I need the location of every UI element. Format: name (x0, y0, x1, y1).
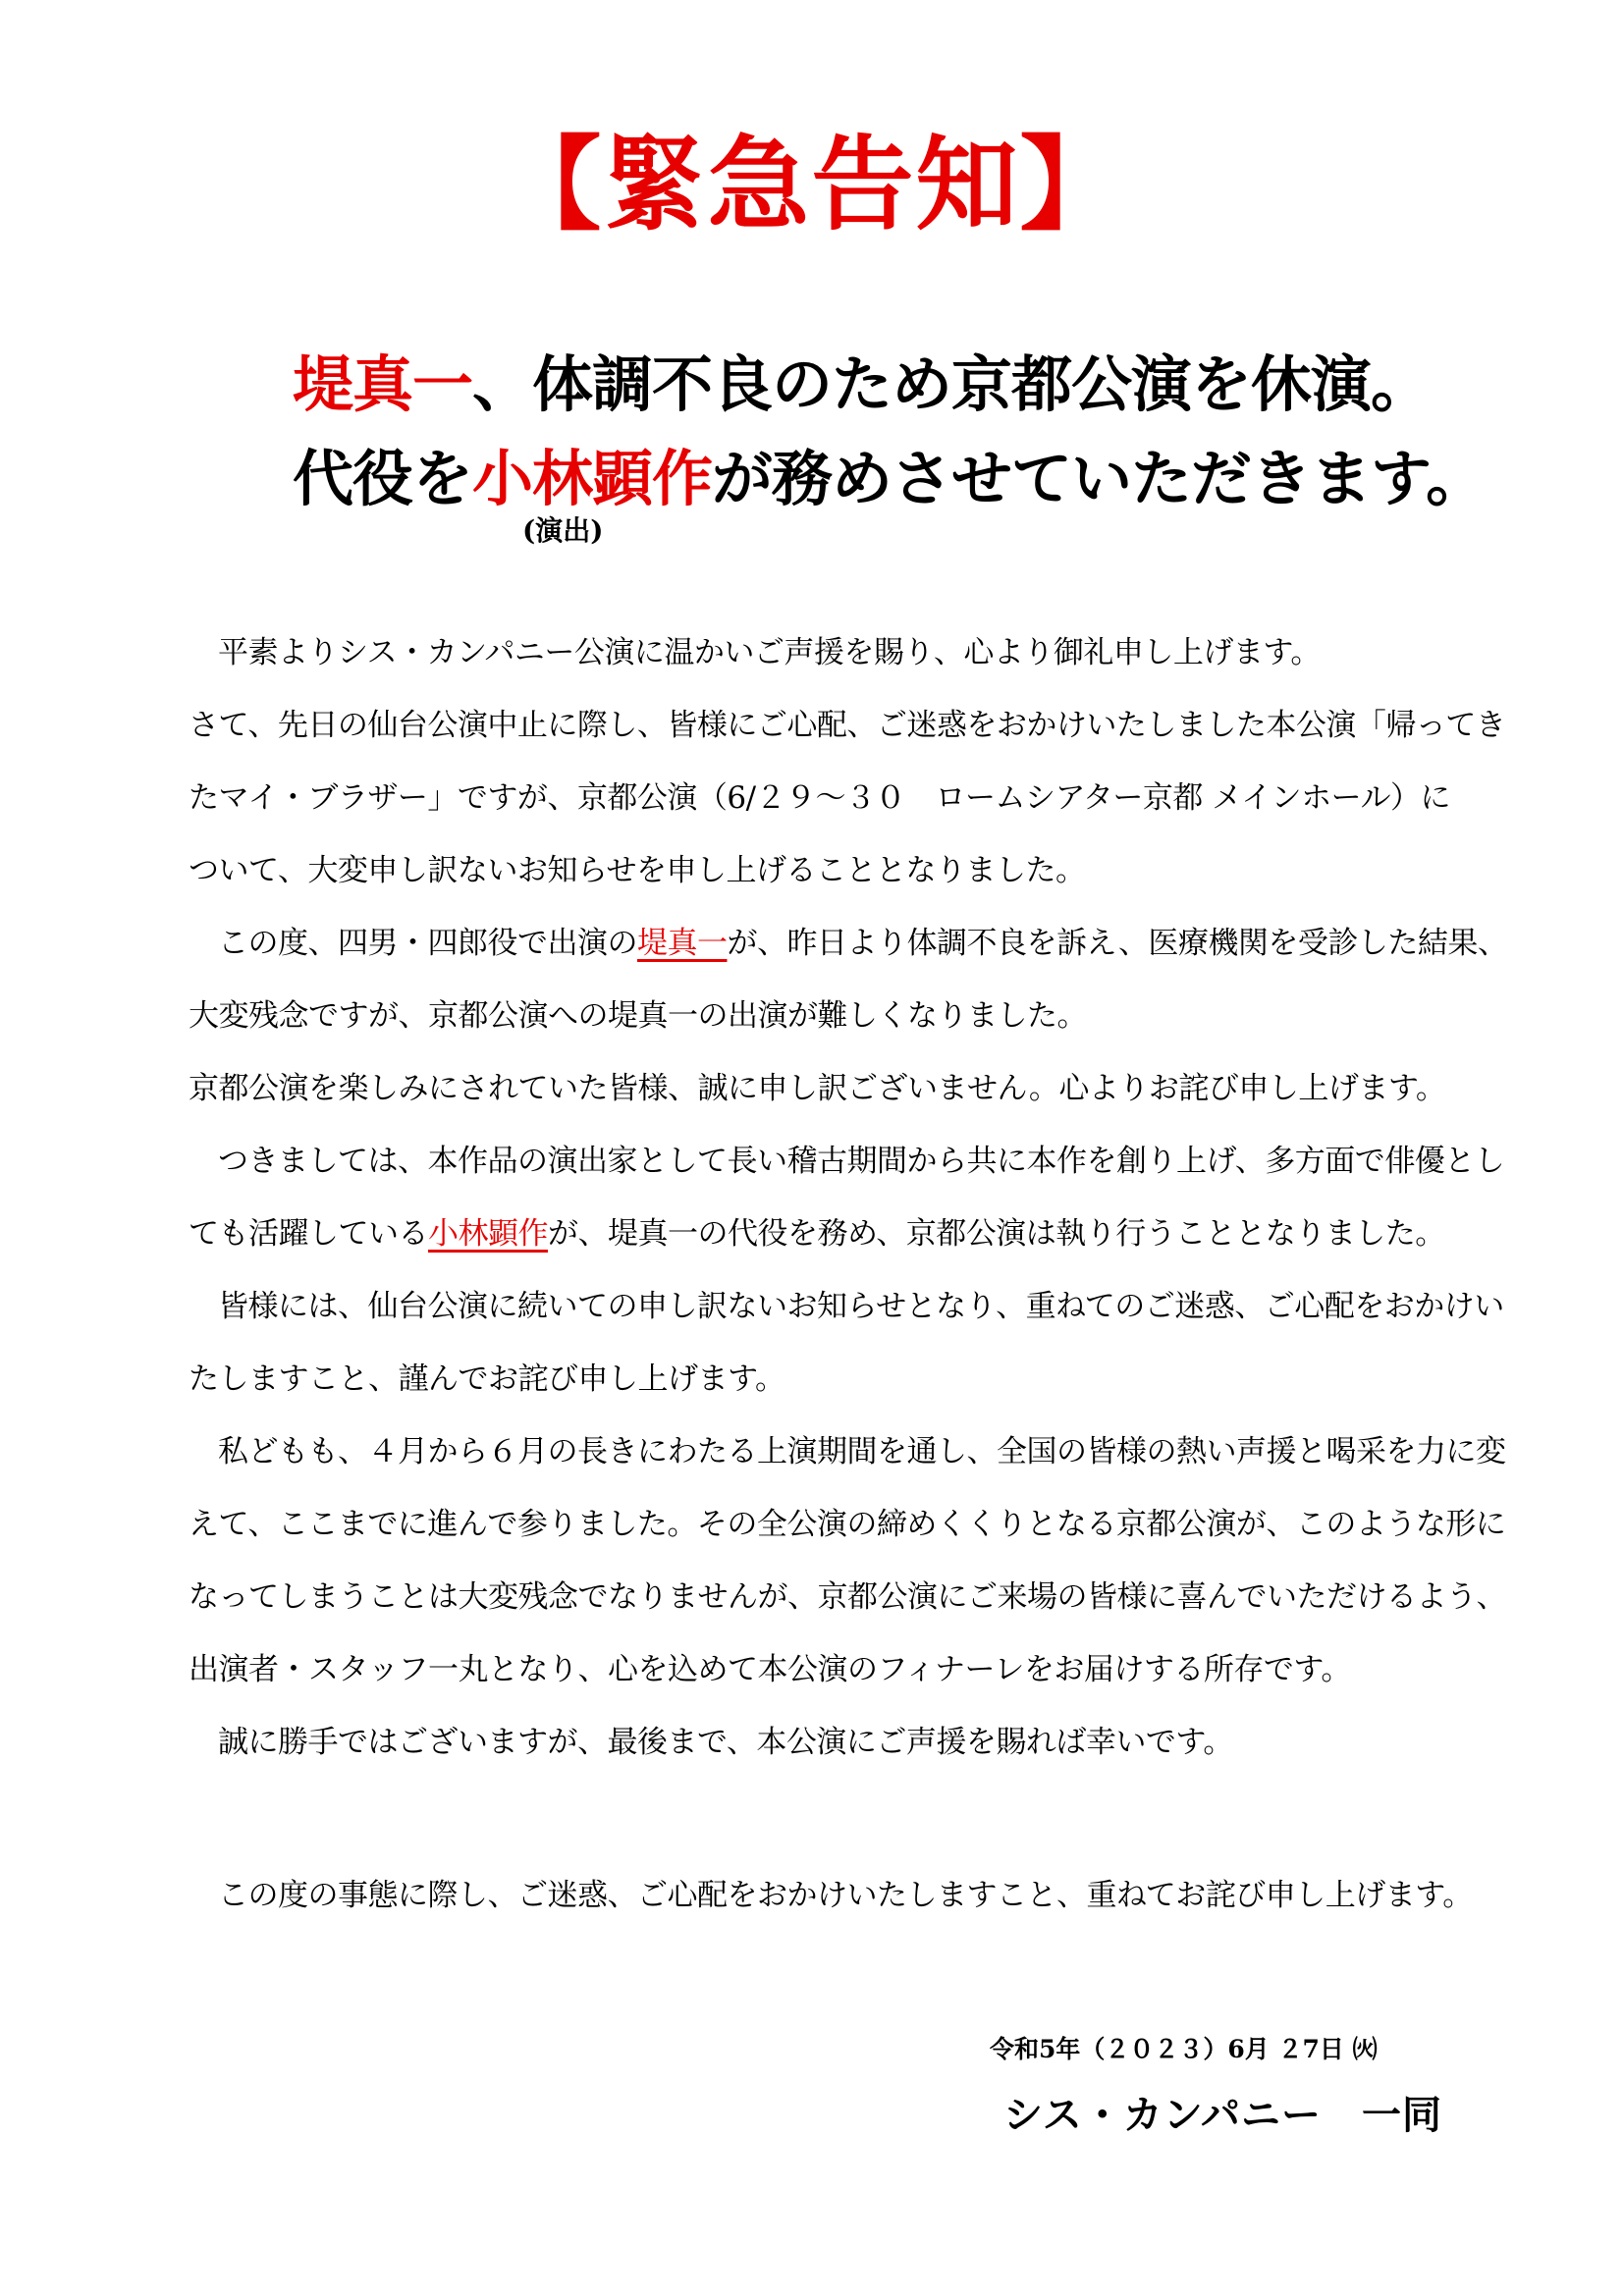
body-line (189, 1214, 1445, 1254)
body-line-suffix: が、昨日より体調不良を訴え、医療機関を受診した結果、 (727, 926, 1508, 961)
body-line: たマイ・ブラザー」ですが、京都公演（6/２９～３０ ロームシアター京都 メインホール）に (189, 780, 1450, 816)
body-line: 大変残念ですが、京都公演への堤真一の出演が難しくなりました。 (189, 998, 1087, 1034)
body-line-prefix: この度、四男・四郎役で出演の (218, 926, 637, 961)
body-line: 私どもも、４月から６月の長きにわたる上演期間を通し、全国の皆様の熱い声援と喝采を力に変 (218, 1434, 1506, 1469)
highlight-name-kobayashi: 小林顕作 (428, 1216, 548, 1252)
body-line: 平素よりシス・カンパニー公演に温かいご声援を賜り、心より御礼申し上げます。 (218, 635, 1321, 670)
headline-line-2-text: が務めさせていただきます。 (712, 443, 1487, 514)
headline-line-2-prefix: 代役を (293, 443, 473, 514)
headline-line-1 (293, 346, 1431, 424)
notice-date: 令和5年（２０２３）6月 ２7日 ㈫ (990, 2035, 1378, 2063)
body-line: さて、先日の仙台公演中止に際し、皆様にご心配、ご迷惑をおかけいたしました本公演「帰ってき (189, 708, 1506, 743)
body-line: つきましては、本作品の演出家として長い稽古期間から共に本作を創り上げ、多方面で俳優とし (218, 1144, 1505, 1179)
body-line: えて、ここまでに進んで参りました。その全公演の締めくくりとなる京都公演が、このような形に (189, 1507, 1506, 1542)
headline-line-2 (293, 440, 1486, 518)
body-line-prefix: ても活躍している (189, 1216, 428, 1252)
role-note: (演出) (522, 514, 604, 547)
highlight-name-tsutsumi: 堤真一 (637, 926, 728, 961)
body-line: 誠に勝手ではございますが、最後まで、本公演にご声援を賜れば幸いです。 (218, 1725, 1233, 1760)
body-line: 皆様には、仙台公演に続いての申し訳ないお知らせとなり、重ねてのご迷惑、ご心配をおかけい (218, 1289, 1504, 1324)
body-line: たしますこと、謹んでお詫び申し上げます。 (189, 1362, 785, 1397)
notice-title: 【緊急告知】 (499, 124, 1124, 244)
body-line: ついて、大変申し訳ないお知らせを申し上げることとなりました。 (189, 853, 1086, 888)
body-line: 京都公演を楽しみにされていた皆様、誠に申し訳ございません。心よりお詫び申し上げます。 (189, 1071, 1446, 1106)
actor-name-tsutsumi: 堤真一 (293, 348, 473, 420)
body-line: なってしまうことは大変残念でなりませんが、京都公演にご来場の皆様に喜んでいただけるよう、 (189, 1579, 1506, 1615)
body-line-suffix: が、堤真一の代役を務め、京都公演は執り行うこととなりました。 (548, 1216, 1445, 1252)
body-line (218, 924, 1507, 963)
actor-name-kobayashi: 小林顕作 (472, 443, 713, 514)
signature: シス・カンパニー 一同 (1003, 2092, 1442, 2138)
closing-statement: この度の事態に際し、ご迷惑、ご心配をおかけいたしますこと、重ねてお詫び申し上げます。 (218, 1878, 1473, 1913)
headline-line-1-text: 、体調不良のため京都公演を休演。 (472, 348, 1432, 420)
body-line: 出演者・スタッフ一丸となり、心を込めて本公演のフィナーレをお届けする所存です。 (189, 1652, 1351, 1687)
